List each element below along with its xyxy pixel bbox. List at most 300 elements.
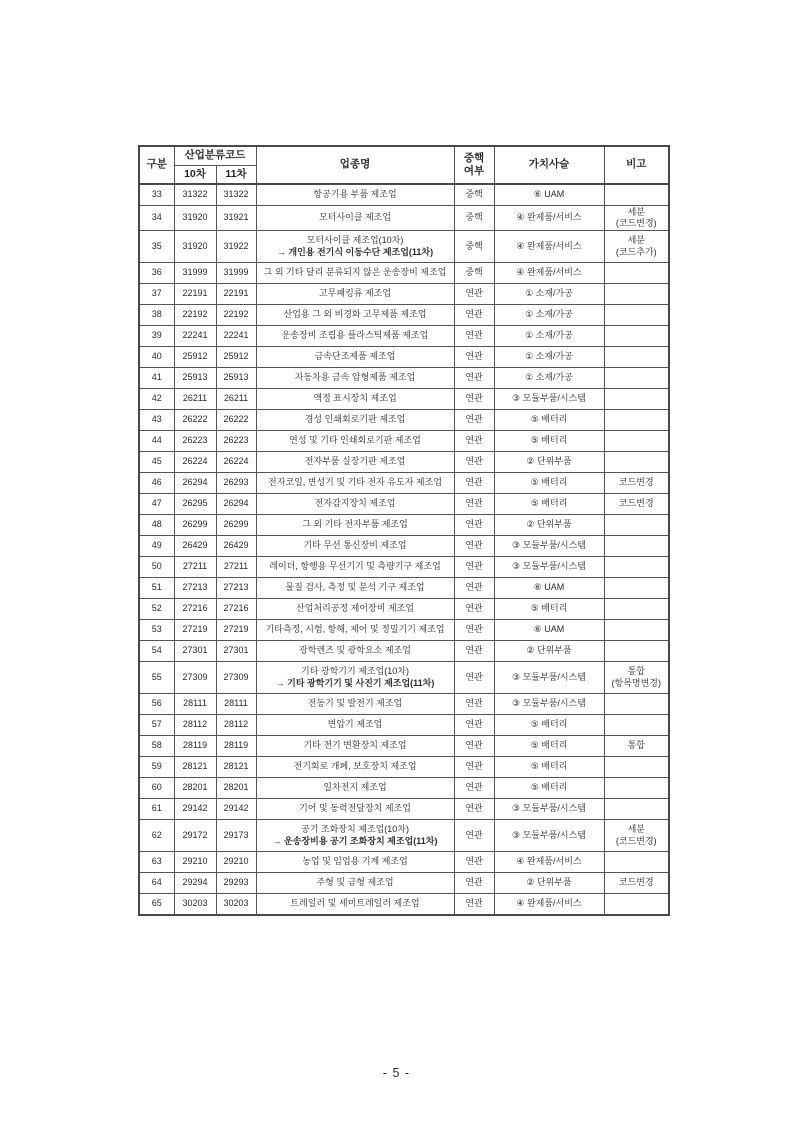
table-row (139, 599, 669, 620)
table-row (139, 452, 669, 473)
table-row (139, 641, 669, 662)
value-chain-cell: ⑤ 배터리 (494, 757, 604, 778)
core-status-cell: 연관 (454, 368, 494, 389)
row-number-cell: 53 (139, 620, 174, 641)
value-chain-cell: ① 소재/가공 (494, 326, 604, 347)
col-header-core-line1: 중핵 (463, 151, 485, 164)
remark-line1: 코드변경 (618, 477, 654, 488)
value-chain-cell: ⑥ UAM (494, 184, 604, 205)
value-chain-cell: ③ 모듈부품/시스템 (494, 389, 604, 410)
row-number-cell: 42 (139, 389, 174, 410)
table-row (139, 557, 669, 578)
code-11th-cell: 22191 (216, 284, 256, 305)
industry-name-line1: 물질 검사, 측정 및 분석 기구 제조업 (285, 582, 425, 593)
value-chain-cell: ④ 완제품/서비스 (494, 231, 604, 263)
code-10th-cell: 29210 (174, 852, 216, 873)
industry-name-cell (256, 368, 454, 389)
core-status-cell: 연관 (454, 515, 494, 536)
remark-cell (604, 873, 669, 894)
row-number-cell: 64 (139, 873, 174, 894)
remark-line1: 세분 (627, 206, 645, 217)
table-row (139, 757, 669, 778)
table-row (139, 347, 669, 368)
industry-name-line1: 공기 조화장치 제조업(10차) (301, 824, 409, 835)
code-11th-cell: 27216 (216, 599, 256, 620)
code-11th-cell: 28119 (216, 736, 256, 757)
remark-cell (604, 694, 669, 715)
row-number-cell: 45 (139, 452, 174, 473)
core-status-cell: 연관 (454, 820, 494, 852)
industry-name-line1: 경성 인쇄회로기판 제조업 (304, 414, 406, 425)
col-header-code-11th: 11차 (216, 165, 256, 184)
code-10th-cell: 31920 (174, 231, 216, 263)
row-number-cell: 62 (139, 820, 174, 852)
industry-name-cell (256, 736, 454, 757)
row-number-cell: 44 (139, 431, 174, 452)
remark-cell (604, 536, 669, 557)
industry-name-line1: 변압기 제조업 (327, 719, 383, 730)
industry-name-cell (256, 757, 454, 778)
code-11th-cell: 30203 (216, 894, 256, 915)
code-11th-cell: 28121 (216, 757, 256, 778)
table-row (139, 820, 669, 852)
value-chain-cell: ① 소재/가공 (494, 347, 604, 368)
table-row (139, 231, 669, 263)
core-status-cell: 연관 (454, 873, 494, 894)
col-header-code-10th: 10차 (174, 165, 216, 184)
code-10th-cell: 27216 (174, 599, 216, 620)
industry-name-line1: 기타 광학기기 제조업(10차) (301, 666, 409, 677)
table-row (139, 694, 669, 715)
industry-name-cell (256, 473, 454, 494)
code-11th-cell: 26429 (216, 536, 256, 557)
remark-cell (604, 305, 669, 326)
remark-cell (604, 389, 669, 410)
remark-cell (604, 263, 669, 284)
remark-cell (604, 410, 669, 431)
code-11th-cell: 27219 (216, 620, 256, 641)
code-11th-cell: 29293 (216, 873, 256, 894)
row-number-cell: 51 (139, 578, 174, 599)
row-number-cell: 65 (139, 894, 174, 915)
code-11th-cell: 29142 (216, 799, 256, 820)
remark-cell (604, 578, 669, 599)
industry-name-cell (256, 452, 454, 473)
table-row (139, 873, 669, 894)
industry-name-line2: → 기타 광학기기 및 사진기 제조업(11차) (275, 677, 435, 688)
code-10th-cell: 29172 (174, 820, 216, 852)
row-number-cell: 35 (139, 231, 174, 263)
industry-name-line1: 전기회로 개폐, 보호장치 제조업 (293, 761, 417, 772)
code-10th-cell: 26223 (174, 431, 216, 452)
remark-cell (604, 284, 669, 305)
code-11th-cell: 28112 (216, 715, 256, 736)
table-row (139, 799, 669, 820)
value-chain-cell: ③ 모듈부품/시스템 (494, 662, 604, 694)
industry-name-line1: 그 외 기타 달리 분류되지 않은 운송장비 제조업 (263, 267, 447, 278)
industry-name-cell (256, 599, 454, 620)
core-status-cell: 연관 (454, 578, 494, 599)
code-11th-cell: 31922 (216, 231, 256, 263)
core-status-cell: 연관 (454, 347, 494, 368)
col-header-code-group: 산업분류코드 (174, 146, 256, 165)
code-11th-cell: 26224 (216, 452, 256, 473)
row-number-cell: 41 (139, 368, 174, 389)
core-status-cell: 연관 (454, 599, 494, 620)
code-10th-cell: 26224 (174, 452, 216, 473)
remark-cell (604, 662, 669, 694)
code-11th-cell: 29210 (216, 852, 256, 873)
industry-name-cell (256, 778, 454, 799)
core-status-cell: 중핵 (454, 184, 494, 205)
core-status-cell: 연관 (454, 410, 494, 431)
code-11th-cell: 28111 (216, 694, 256, 715)
col-header-value-chain: 가치사슬 (494, 146, 604, 184)
remark-line2: (항목명변경) (611, 677, 661, 688)
row-number-cell: 60 (139, 778, 174, 799)
industry-name-line1: 금속단조제품 제조업 (314, 351, 396, 362)
industry-name-line1: 자동차용 금속 압형제품 제조업 (294, 372, 416, 383)
remark-line1: 코드변경 (618, 877, 654, 888)
core-status-cell: 중핵 (454, 205, 494, 231)
code-10th-cell: 28119 (174, 736, 216, 757)
industry-name-cell (256, 641, 454, 662)
code-11th-cell: 27301 (216, 641, 256, 662)
core-status-cell: 연관 (454, 715, 494, 736)
industry-name-cell (256, 494, 454, 515)
core-status-cell: 연관 (454, 778, 494, 799)
industry-name-line1: 농업 및 임업용 기계 제조업 (302, 856, 408, 867)
remark-line1: 세분 (627, 235, 645, 246)
value-chain-cell: ⑤ 배터리 (494, 778, 604, 799)
remark-cell (604, 431, 669, 452)
industry-name-cell (256, 873, 454, 894)
col-header-remark: 비고 (604, 146, 669, 184)
col-header-core-line2: 여부 (463, 165, 485, 177)
table-row (139, 389, 669, 410)
remark-cell (604, 715, 669, 736)
industry-name-cell (256, 231, 454, 263)
core-status-cell: 연관 (454, 452, 494, 473)
code-11th-cell: 25912 (216, 347, 256, 368)
industry-name-cell (256, 536, 454, 557)
code-11th-cell: 26299 (216, 515, 256, 536)
remark-cell (604, 473, 669, 494)
value-chain-cell: ② 단위부품 (494, 452, 604, 473)
industry-name-line1: 그 외 기타 전자부품 제조업 (302, 519, 408, 530)
row-number-cell: 52 (139, 599, 174, 620)
row-number-cell: 55 (139, 662, 174, 694)
code-11th-cell: 28201 (216, 778, 256, 799)
value-chain-cell: ⑥ UAM (494, 578, 604, 599)
code-11th-cell: 31921 (216, 205, 256, 231)
industry-name-cell (256, 820, 454, 852)
industry-name-cell (256, 894, 454, 915)
table-row (139, 620, 669, 641)
remark-line1: 세분 (627, 824, 645, 835)
table-row (139, 410, 669, 431)
code-10th-cell: 25913 (174, 368, 216, 389)
table-row (139, 894, 669, 915)
code-10th-cell: 26222 (174, 410, 216, 431)
industry-name-cell (256, 284, 454, 305)
remark-cell (604, 515, 669, 536)
industry-name-cell (256, 410, 454, 431)
col-header-core-status (454, 146, 494, 184)
table-row (139, 778, 669, 799)
value-chain-cell: ① 소재/가공 (494, 305, 604, 326)
row-number-cell: 63 (139, 852, 174, 873)
code-11th-cell: 31322 (216, 184, 256, 205)
industry-name-cell (256, 515, 454, 536)
value-chain-cell: ⑤ 배터리 (494, 715, 604, 736)
industry-name-line1: 주형 및 금형 제조업 (316, 877, 394, 888)
code-10th-cell: 28201 (174, 778, 216, 799)
core-status-cell: 연관 (454, 389, 494, 410)
industry-name-cell (256, 662, 454, 694)
code-10th-cell: 29142 (174, 799, 216, 820)
remark-cell (604, 820, 669, 852)
core-status-cell: 연관 (454, 799, 494, 820)
remark-cell (604, 620, 669, 641)
code-11th-cell: 22241 (216, 326, 256, 347)
table-row (139, 736, 669, 757)
remark-cell (604, 368, 669, 389)
remark-line2: (코드변경) (615, 835, 657, 846)
value-chain-cell: ⑤ 배터리 (494, 599, 604, 620)
code-11th-cell: 25913 (216, 368, 256, 389)
row-number-cell: 39 (139, 326, 174, 347)
value-chain-cell: ⑥ UAM (494, 620, 604, 641)
core-status-cell: 중핵 (454, 263, 494, 284)
industry-name-line1: 모터사이클 제조업(10차) (306, 235, 404, 246)
value-chain-cell: ⑤ 배터리 (494, 410, 604, 431)
row-number-cell: 57 (139, 715, 174, 736)
code-10th-cell: 27213 (174, 578, 216, 599)
row-number-cell: 36 (139, 263, 174, 284)
industry-name-line1: 고무패킹류 제조업 (318, 288, 392, 299)
remark-cell (604, 494, 669, 515)
industry-name-cell (256, 305, 454, 326)
row-number-cell: 40 (139, 347, 174, 368)
industry-name-cell (256, 205, 454, 231)
industry-name-line1: 액정 표시장치 제조업 (313, 393, 397, 404)
table-row (139, 284, 669, 305)
remark-line2: (코드변경) (615, 217, 657, 228)
table-row (139, 263, 669, 284)
row-number-cell: 49 (139, 536, 174, 557)
core-status-cell: 연관 (454, 852, 494, 873)
code-10th-cell: 27219 (174, 620, 216, 641)
value-chain-cell: ③ 모듈부품/시스템 (494, 557, 604, 578)
code-11th-cell: 29173 (216, 820, 256, 852)
code-10th-cell: 28112 (174, 715, 216, 736)
code-10th-cell: 28121 (174, 757, 216, 778)
code-10th-cell: 27309 (174, 662, 216, 694)
row-number-cell: 58 (139, 736, 174, 757)
code-11th-cell: 26223 (216, 431, 256, 452)
value-chain-cell: ③ 모듈부품/시스템 (494, 536, 604, 557)
code-10th-cell: 27301 (174, 641, 216, 662)
header-row-1 (139, 146, 669, 165)
row-number-cell: 46 (139, 473, 174, 494)
table-row (139, 368, 669, 389)
code-10th-cell: 26294 (174, 473, 216, 494)
table-row (139, 305, 669, 326)
industry-name-line1: 전자감지장치 제조업 (314, 498, 396, 509)
code-10th-cell: 26299 (174, 515, 216, 536)
industry-name-cell (256, 852, 454, 873)
remark-cell (604, 557, 669, 578)
core-status-cell: 연관 (454, 494, 494, 515)
value-chain-cell: ④ 완제품/서비스 (494, 894, 604, 915)
code-10th-cell: 31920 (174, 205, 216, 231)
core-status-cell: 연관 (454, 305, 494, 326)
industry-name-cell (256, 694, 454, 715)
value-chain-cell: ⑤ 배터리 (494, 431, 604, 452)
core-status-cell: 연관 (454, 641, 494, 662)
industry-classification-table (138, 145, 670, 916)
page-number: - 5 - (382, 1066, 411, 1080)
core-status-cell: 연관 (454, 736, 494, 757)
industry-name-line1: 기어 및 동력전달장치 제조업 (299, 803, 411, 814)
core-status-cell: 연관 (454, 894, 494, 915)
remark-cell (604, 452, 669, 473)
industry-name-cell (256, 326, 454, 347)
remark-cell (604, 757, 669, 778)
industry-name-line1: 전동기 및 발전기 제조업 (307, 698, 403, 709)
value-chain-cell: ① 소재/가공 (494, 284, 604, 305)
code-10th-cell: 26211 (174, 389, 216, 410)
value-chain-cell: ④ 완제품/서비스 (494, 263, 604, 284)
table-row (139, 473, 669, 494)
col-header-industry-name: 업종명 (256, 146, 454, 184)
table-body (139, 184, 669, 915)
industry-name-cell (256, 715, 454, 736)
code-11th-cell: 31999 (216, 263, 256, 284)
row-number-cell: 34 (139, 205, 174, 231)
row-number-cell: 33 (139, 184, 174, 205)
row-number-cell: 37 (139, 284, 174, 305)
industry-name-line1: 트레일러 및 세미트레일러 제조업 (290, 898, 420, 909)
industry-name-line1: 전자코일, 변성기 및 기타 전자 유도자 제조업 (268, 477, 443, 488)
col-header-category: 구분 (139, 146, 174, 184)
remark-cell (604, 799, 669, 820)
remark-line1: 코드변경 (618, 498, 654, 509)
table-row (139, 578, 669, 599)
table-row (139, 326, 669, 347)
remark-cell (604, 205, 669, 231)
industry-name-line1: 기타측정, 시험, 항해, 제어 및 정밀기기 제조업 (265, 624, 445, 635)
industry-name-line2: → 운송장비용 공기 조화장치 제조업(11차) (272, 835, 438, 846)
core-status-cell: 연관 (454, 536, 494, 557)
row-number-cell: 59 (139, 757, 174, 778)
core-status-cell: 연관 (454, 620, 494, 641)
industry-name-line1: 항공기용 부품 제조업 (313, 189, 397, 200)
code-10th-cell: 26295 (174, 494, 216, 515)
industry-name-cell (256, 557, 454, 578)
remark-cell (604, 852, 669, 873)
industry-name-cell (256, 799, 454, 820)
value-chain-cell: ④ 완제품/서비스 (494, 205, 604, 231)
code-10th-cell: 22241 (174, 326, 216, 347)
value-chain-cell: ② 단위부품 (494, 873, 604, 894)
code-11th-cell: 27213 (216, 578, 256, 599)
value-chain-cell: ⑤ 배터리 (494, 736, 604, 757)
remark-cell (604, 894, 669, 915)
core-status-cell: 연관 (454, 326, 494, 347)
code-11th-cell: 27211 (216, 557, 256, 578)
industry-name-cell (256, 578, 454, 599)
industry-name-cell (256, 263, 454, 284)
row-number-cell: 56 (139, 694, 174, 715)
table-row (139, 515, 669, 536)
core-status-cell: 연관 (454, 284, 494, 305)
value-chain-cell: ④ 완제품/서비스 (494, 852, 604, 873)
industry-name-line1: 기타 무선 통신장비 제조업 (303, 540, 407, 551)
code-10th-cell: 28111 (174, 694, 216, 715)
value-chain-cell: ③ 모듈부품/시스템 (494, 820, 604, 852)
table-row (139, 715, 669, 736)
value-chain-cell: ⑤ 배터리 (494, 494, 604, 515)
value-chain-cell: ③ 모듈부품/시스템 (494, 694, 604, 715)
table-row (139, 536, 669, 557)
industry-name-line1: 연성 및 기타 인쇄회로기판 제조업 (289, 435, 421, 446)
industry-name-line1: 산업용 그 외 비경화 고무제품 제조업 (283, 309, 427, 320)
code-11th-cell: 26222 (216, 410, 256, 431)
row-number-cell: 47 (139, 494, 174, 515)
industry-name-cell (256, 431, 454, 452)
core-status-cell: 연관 (454, 431, 494, 452)
core-status-cell: 연관 (454, 473, 494, 494)
core-status-cell: 연관 (454, 694, 494, 715)
remark-line1: 통합 (627, 666, 645, 677)
remark-cell (604, 231, 669, 263)
remark-line1: 통합 (627, 740, 645, 751)
industry-name-cell (256, 184, 454, 205)
industry-name-line1: 운송장비 조립용 플라스틱제품 제조업 (281, 330, 429, 341)
core-status-cell: 연관 (454, 557, 494, 578)
industry-name-line1: 모터사이클 제조업 (318, 212, 392, 223)
row-number-cell: 61 (139, 799, 174, 820)
industry-name-cell (256, 347, 454, 368)
table-row (139, 494, 669, 515)
value-chain-cell: ② 단위부품 (494, 515, 604, 536)
row-number-cell: 38 (139, 305, 174, 326)
remark-cell (604, 326, 669, 347)
remark-cell (604, 736, 669, 757)
row-number-cell: 48 (139, 515, 174, 536)
industry-name-line1: 광학렌즈 및 광학요소 제조업 (299, 645, 411, 656)
table-row (139, 662, 669, 694)
value-chain-cell: ② 단위부품 (494, 641, 604, 662)
row-number-cell: 50 (139, 557, 174, 578)
code-10th-cell: 31999 (174, 263, 216, 284)
table-row (139, 205, 669, 231)
remark-cell (604, 599, 669, 620)
remark-line2: (코드추가) (615, 246, 657, 257)
code-11th-cell: 26293 (216, 473, 256, 494)
value-chain-cell: ③ 모듈부품/시스템 (494, 799, 604, 820)
remark-cell (604, 778, 669, 799)
table-row (139, 184, 669, 205)
core-status-cell: 연관 (454, 662, 494, 694)
industry-name-line1: 산업처리공정 제어장비 제조업 (296, 603, 415, 614)
value-chain-cell: ① 소재/가공 (494, 368, 604, 389)
code-10th-cell: 31322 (174, 184, 216, 205)
industry-name-line2: → 개인용 전기식 이동수단 제조업(11차) (276, 246, 434, 257)
code-11th-cell: 27309 (216, 662, 256, 694)
